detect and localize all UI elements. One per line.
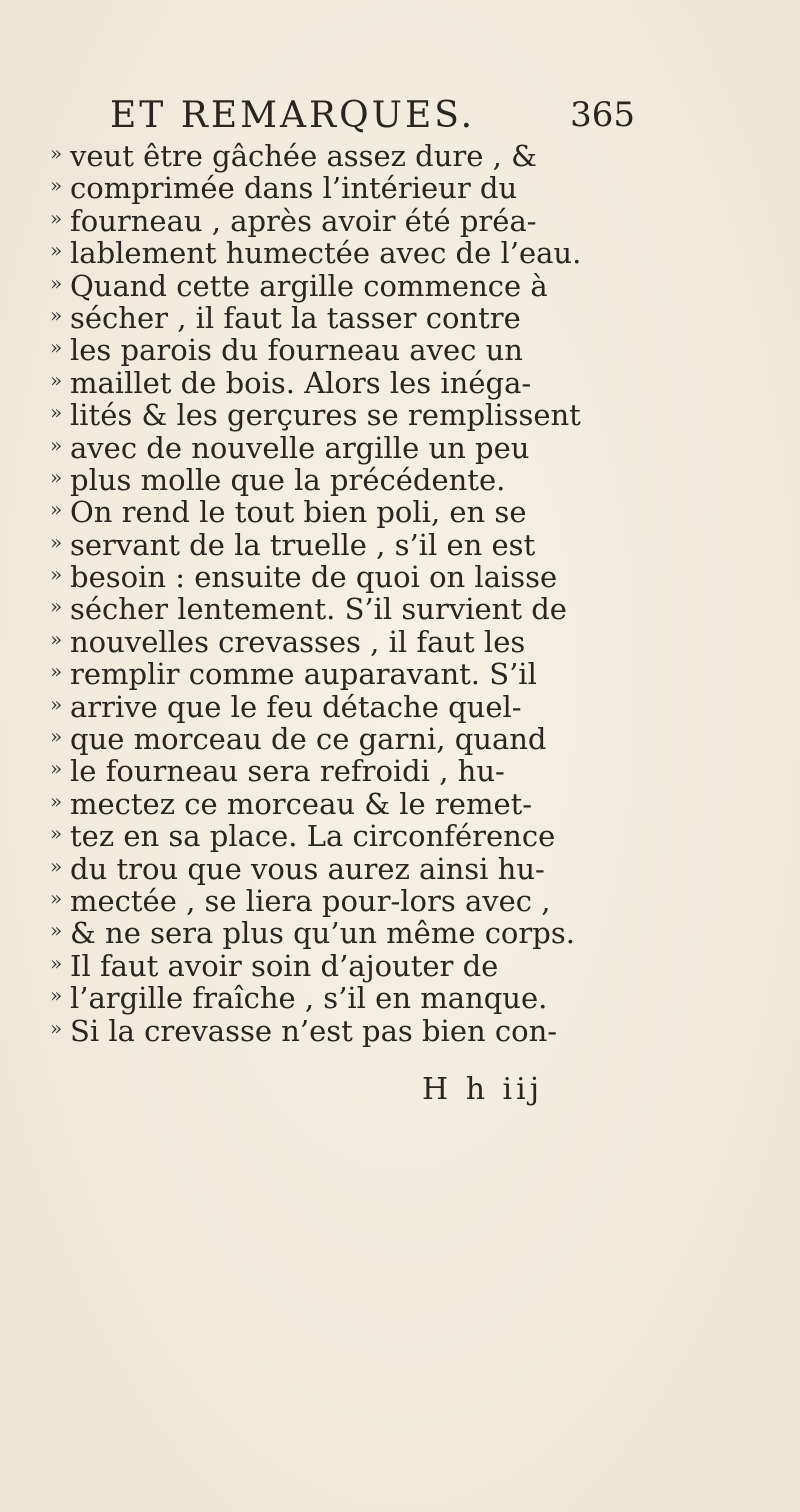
quote-mark: » [50, 464, 63, 489]
text-line [50, 432, 650, 464]
text-line [50, 529, 650, 561]
text-line [50, 691, 650, 723]
quote-mark: » [50, 205, 63, 230]
line-text: On rend le tout bien poli, en se [70, 495, 527, 530]
quote-mark: » [50, 497, 63, 522]
quote-mark: » [50, 594, 63, 619]
line-text: le fourneau sera refroidi , hu- [70, 754, 505, 789]
quote-mark: » [50, 335, 63, 360]
text-line [50, 885, 650, 917]
quote-mark: » [50, 302, 63, 327]
line-text: que morceau de ce garni, quand [70, 722, 547, 757]
line-text: plus molle que la précédente. [70, 462, 506, 497]
line-text: l’argille fraîche , s’il en manque. [70, 981, 548, 1016]
text-line [50, 853, 650, 885]
line-text: lités & les gerçures se remplissent [70, 398, 581, 433]
text-line [50, 496, 650, 528]
quote-mark: » [50, 756, 63, 781]
quote-mark: » [50, 853, 63, 878]
line-text: avec de nouvelle argille un peu [70, 430, 530, 465]
quote-mark: » [50, 238, 63, 263]
line-text: mectez ce morceau & le remet- [70, 786, 533, 821]
text-line [50, 561, 650, 593]
text-line [50, 820, 650, 852]
quote-mark: » [50, 821, 63, 846]
body-text [50, 140, 650, 1047]
quote-mark: » [50, 691, 63, 716]
text-line [50, 302, 650, 334]
line-text: du trou que vous aurez ainsi hu- [70, 851, 545, 886]
line-text: comprimée dans l’intérieur du [70, 171, 518, 206]
quote-mark: » [50, 983, 63, 1008]
line-text: besoin : ensuite de quoi on laisse [70, 560, 558, 595]
text-line [50, 140, 650, 172]
line-text: maillet de bois. Alors les inéga- [70, 365, 532, 400]
line-text: les parois du fourneau avec un [70, 333, 523, 368]
line-text: nouvelles crevasses , il faut les [70, 624, 526, 659]
text-line [50, 237, 650, 269]
quote-mark: » [50, 1015, 63, 1040]
text-line [50, 205, 650, 237]
running-head: ET REMARQUES. [110, 95, 476, 136]
text-line [50, 982, 650, 1014]
line-text: Si la crevasse n’est pas bien con- [70, 1013, 558, 1048]
text-line [50, 464, 650, 496]
line-text: sécher , il faut la tasser contre [70, 300, 521, 335]
quote-mark: » [50, 367, 63, 392]
quote-mark: » [50, 562, 63, 587]
line-text: servant de la truelle , s’il en est [70, 527, 536, 562]
quote-mark: » [50, 626, 63, 651]
line-text: mectée , se liera pour-lors avec , [70, 883, 551, 918]
text-line [50, 334, 650, 366]
quote-mark: » [50, 400, 63, 425]
quote-mark: » [50, 141, 63, 165]
signature-mark: H h iij [422, 1072, 544, 1107]
quote-mark: » [50, 918, 63, 943]
text-line [50, 1015, 650, 1047]
text-line [50, 917, 650, 949]
quote-mark: » [50, 173, 63, 198]
text-line [50, 399, 650, 431]
quote-mark: » [50, 432, 63, 457]
text-line [50, 593, 650, 625]
line-text: & ne sera plus qu’un même corps. [70, 916, 575, 951]
text-line [50, 950, 650, 982]
line-text: arrive que le feu détache quel- [70, 689, 522, 724]
line-text: Il faut avoir soin d’ajouter de [70, 948, 499, 983]
line-text: lablement humectée avec de l’eau. [70, 236, 582, 271]
text-line [50, 658, 650, 690]
quote-mark: » [50, 885, 63, 910]
line-text: veut être gâchée assez dure , & [70, 139, 537, 173]
text-line [50, 172, 650, 204]
line-text: sécher lentement. S’il survient de [70, 592, 567, 627]
text-line [50, 755, 650, 787]
page-header [100, 95, 645, 141]
text-line [50, 626, 650, 658]
text-line [50, 723, 650, 755]
page-number: 365 [570, 95, 635, 135]
quote-mark: » [50, 270, 63, 295]
quote-mark: » [50, 529, 63, 554]
text-line [50, 788, 650, 820]
quote-mark: » [50, 950, 63, 975]
line-text: fourneau , après avoir été préa- [70, 203, 537, 238]
quote-mark: » [50, 724, 63, 749]
line-text: Quand cette argille commence à [70, 268, 548, 303]
quote-mark: » [50, 659, 63, 684]
line-text: remplir comme auparavant. S’il [70, 657, 537, 692]
line-text: tez en sa place. La circonférence [70, 819, 556, 854]
text-line [50, 367, 650, 399]
text-line [50, 270, 650, 302]
quote-mark: » [50, 788, 63, 813]
